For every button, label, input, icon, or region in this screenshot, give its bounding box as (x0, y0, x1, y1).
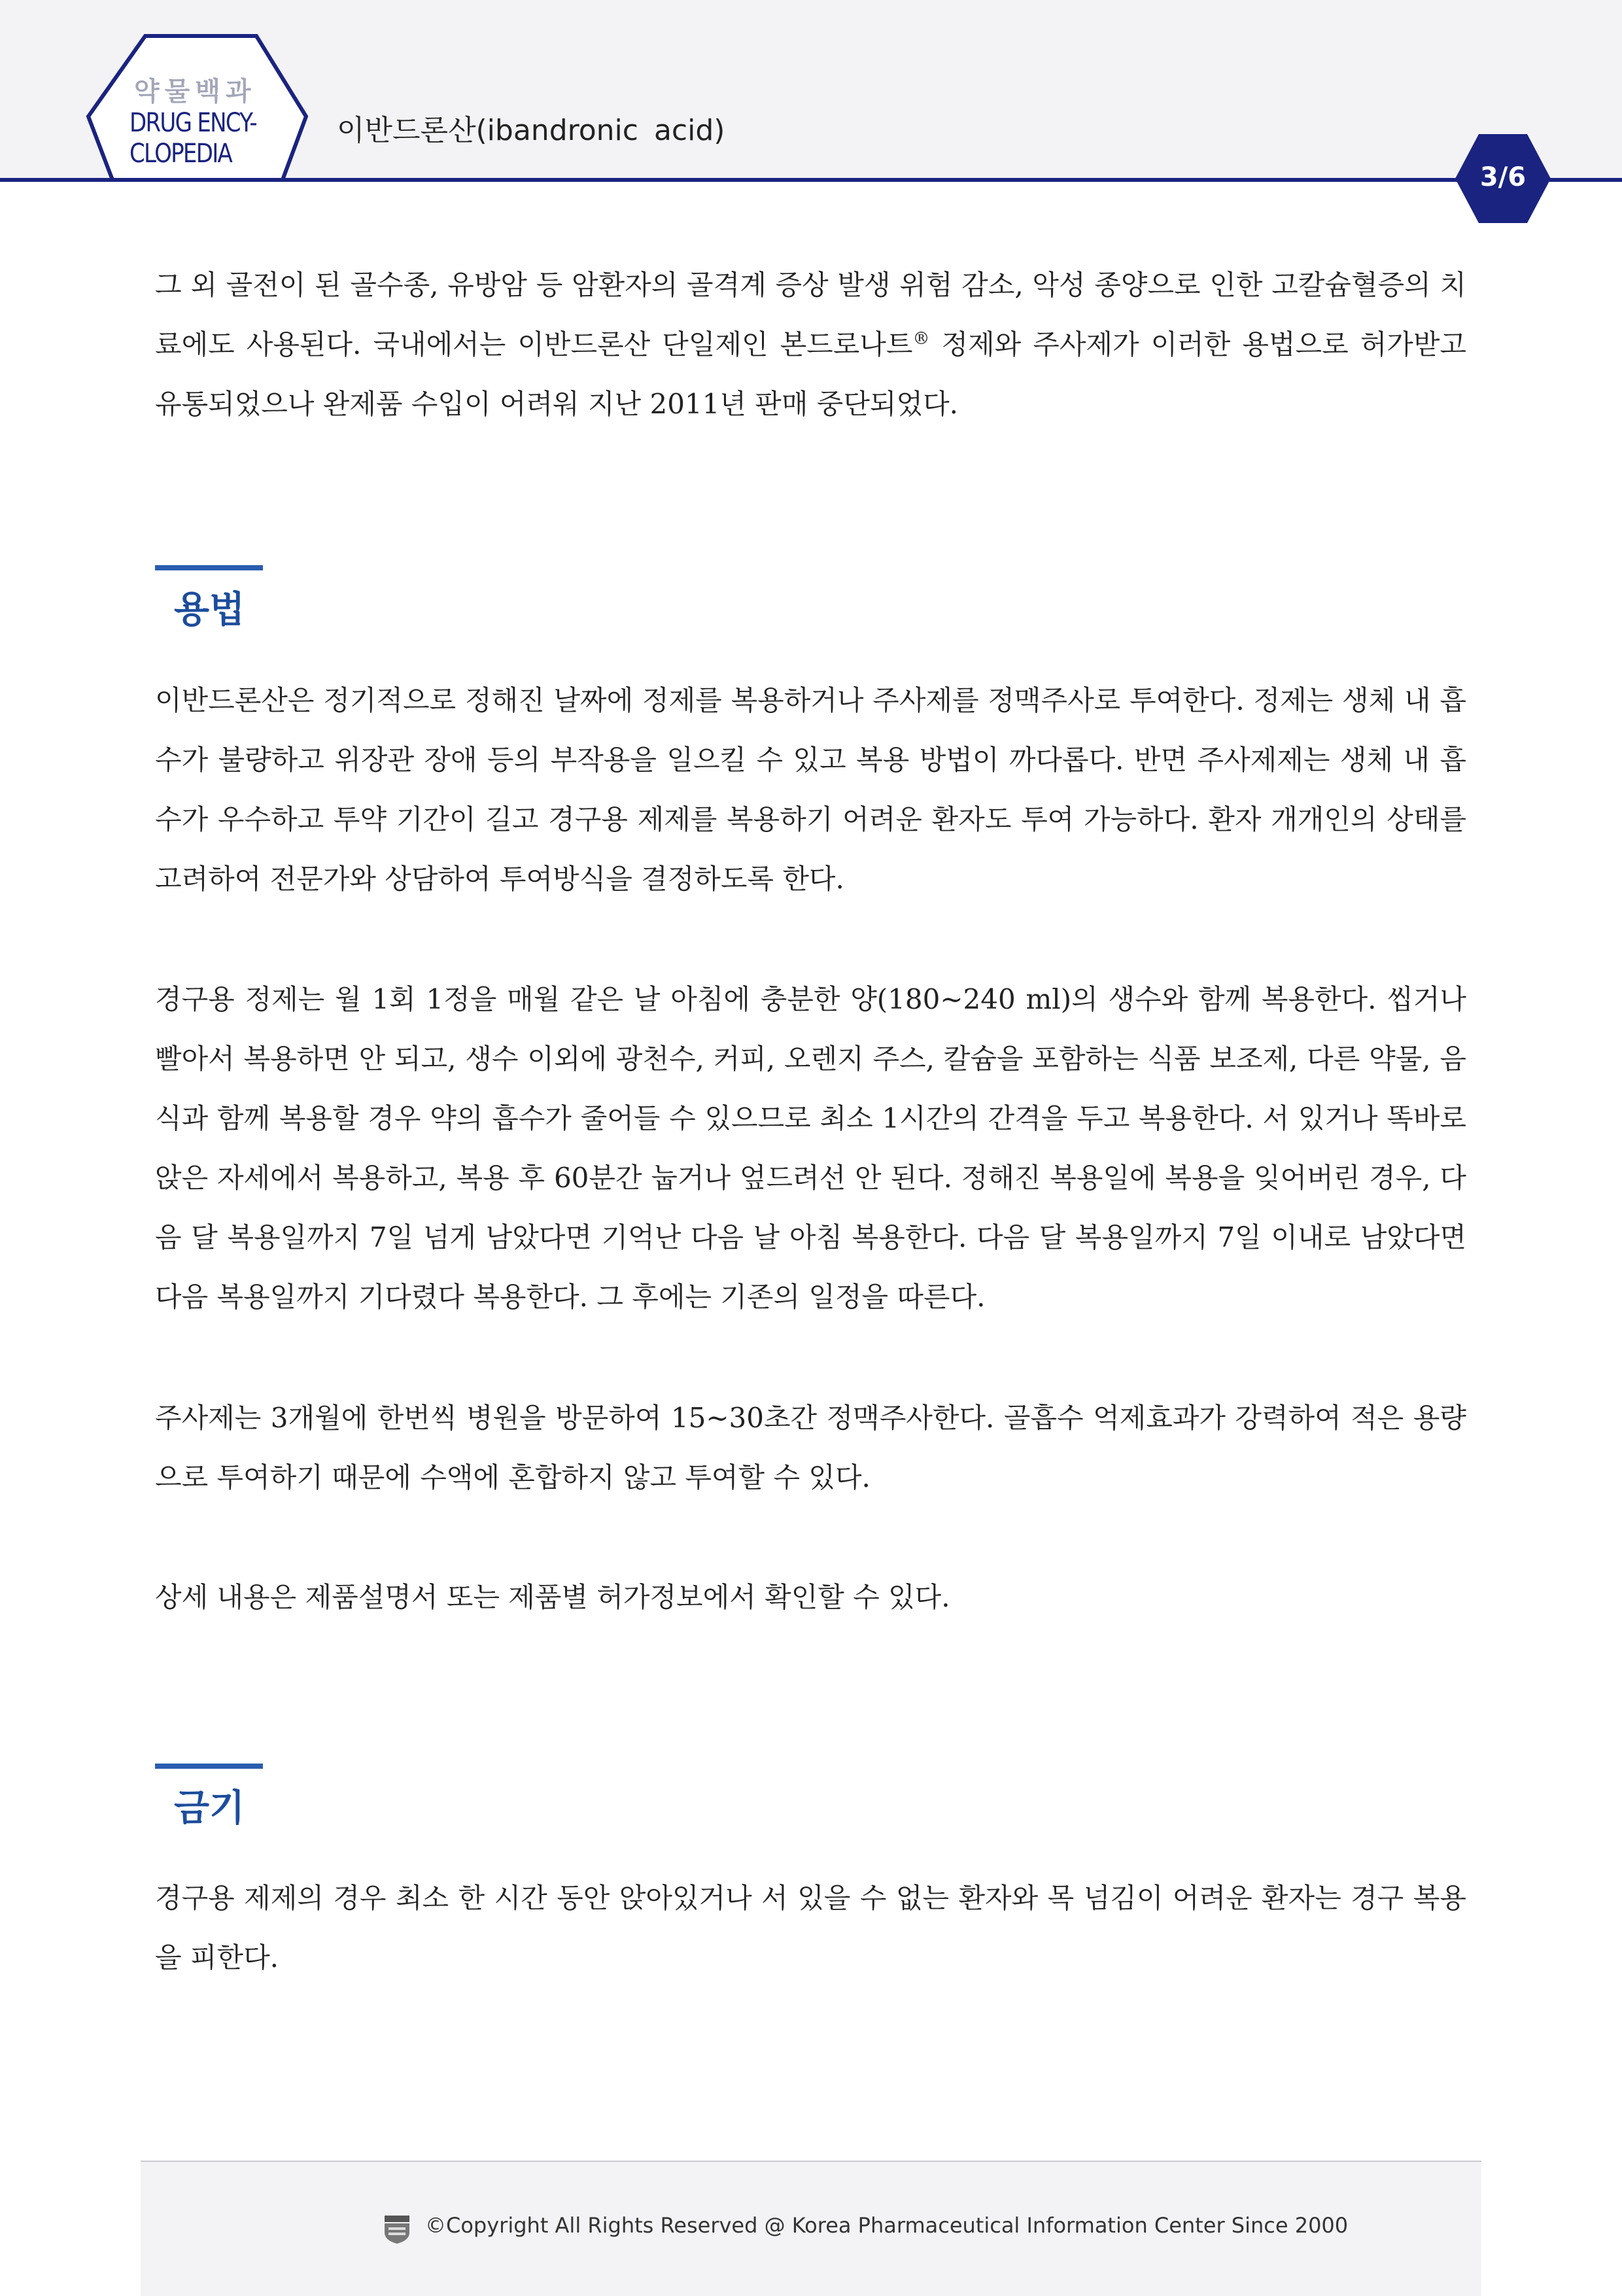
page-number: 3/6 (1479, 162, 1527, 192)
usage-paragraph-2: 경구용 정제는 월 1회 1정을 매월 같은 날 아침에 충분한 양(180~240 ml)의 생수와 함께 복용한다. 씹거나 빨아서 복용하면 안 되고, 생수 이외에 광천수, 커피, 오렌지 주스, 칼슘을 포함하는 식품 보조제, 다른 약물, 음식과 함께 복용할 경우 약의 흡수가 줄어들 수 있으므로 최소 1시간의 간격을 두고 복용한다. 서 있거나 똑바로 앉은 자세에서 복용하고, 복용 후 60분간 눕거나 엎드려선 안 된다. 정해진 복용일에 복용을 잊어버린 경우, 다음 달 복용일까지 7일 넘게 남았다면 기억난 다음 날 아침 복용한다. 다음 달 복용일까지 7일 이내로 남았다면 다음 복용일까지 기다렸다 복용한다. 그 후에는 기존의 일정을 따른다. (155, 983, 1466, 1313)
shield-logo-icon (383, 2214, 411, 2244)
registered-mark: ® (912, 329, 930, 349)
intro-paragraph (155, 255, 1466, 434)
usage-paragraph-3: 주사제는 3개월에 한번씩 병원을 방문하여 15~30초간 정맥주사한다. 골흡수 억제효과가 강력하여 적은 용량으로 투여하기 때문에 수액에 혼합하지 않고 투여할 수 있다. (155, 1402, 1466, 1493)
logo-english-line1: DRUG ENCY- (129, 108, 256, 138)
section-usage-bar (155, 565, 263, 570)
logo-english-line2: CLOPEDIA (129, 139, 232, 169)
document-title: 이반드론산(ibandronic acid) (337, 114, 725, 147)
usage-paragraph-4: 상세 내용은 제품설명서 또는 제품별 허가정보에서 확인할 수 있다. (155, 1581, 950, 1613)
contraindication-paragraph-1: 경구용 제제의 경우 최소 한 시간 동안 앉아있거나 서 있을 수 없는 환자와 목 넘김이 어려운 환자는 경구 복용을 피한다. (155, 1882, 1466, 1974)
section-contraindication-bar (155, 1764, 263, 1769)
footer-copyright: ©Copyright All Rights Reserved @ Korea Pharmaceutical Information Center Since 2000 (425, 2213, 1349, 2238)
logo-korean: 약물백과 (134, 77, 256, 107)
intro-text-before: 그 외 골전이 된 골수종, 유방암 등 암환자의 골격계 증상 발생 위험 감소, 악성 종양으로 인한 고칼슘혈증의 치료에도 사용된다. 국내에서는 이반드론산 단일제인 본드로나트 (155, 269, 1466, 360)
usage-paragraph-1: 이반드론산은 정기적으로 정해진 날짜에 정제를 복용하거나 주사제를 정맥주사로 투여한다. 정제는 생체 내 흡수가 불량하고 위장관 장애 등의 부작용을 일으킬 수 있고 복용 방법이 까다롭다. 반면 주사제제는 생체 내 흡수가 우수하고 투약 기간이 길고 경구용 제제를 복용하기 어려운 환자도 투여 가능하다. 환자 개개인의 상태를 고려하여 전문가와 상담하여 투여방식을 결정하도록 한다. (155, 684, 1466, 895)
intro-text-after: 정제와 주사제가 이러한 용법으로 허가받고 유통되었으나 완제품 수입이 어려워 지난 2011년 판매 중단되었다. (155, 328, 1466, 420)
section-contraindication-title: 금기 (174, 1787, 245, 1830)
section-usage-title: 용법 (174, 589, 245, 631)
